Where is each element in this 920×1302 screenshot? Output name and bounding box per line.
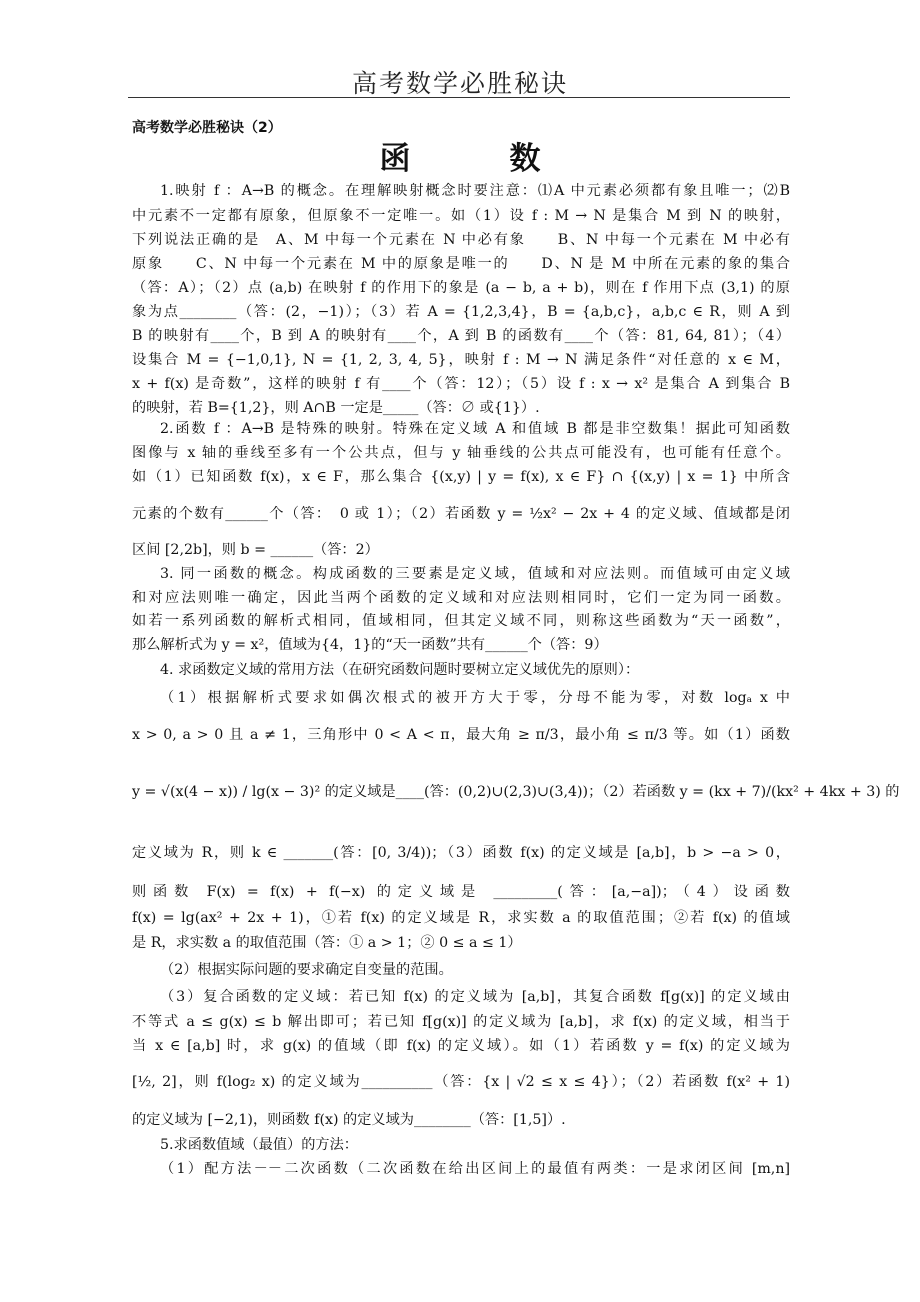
text-line: 区间 [2,2b]，则 b = ______（答：2） — [132, 542, 379, 558]
text-line: （3）复合函数的定义域：若已知 f(x) 的定义域为 [a,b]，其复合函数 f[g(x)] 的定义域由 — [160, 989, 790, 1005]
text-line: 那么解析式为 y = x²，值域为{4，1}的“天一函数”共有______个（答：9） — [132, 637, 608, 653]
document-title: 函 数 — [379, 141, 575, 177]
text-line: f(x) = lg(ax² + 2x + 1)，①若 f(x) 的定义域是 R，求实数 a 的取值范围；②若 f(x) 的值域 — [132, 910, 790, 926]
text-line: 3. 同一函数的概念。构成函数的三要素是定义域，值域和对应法则。而值域可由定义域 — [160, 566, 790, 582]
text-line: 中元素不一定都有原象，但原象不一定唯一。如（1）设 f : M → N 是集合 M 到 N 的映射， — [132, 208, 790, 224]
text-line: x + f(x) 是奇数”，这样的映射 f 有____个（答：12）；（5）设 f : x → x² 是集合 A 到集合 B — [132, 376, 790, 392]
text-line: 下列说法正确的是 A、M 中每一个元素在 N 中必有象 B、N 中每一个元素在 M 中必有 — [132, 232, 790, 248]
text-line: 则函数 F(x) = f(x) + f(−x) 的定义域是 _________(答：[a,−a])；（4）设函数 — [132, 884, 790, 900]
page-header-title: 高考数学必胜秘诀 — [351, 69, 568, 98]
text-line: 4. 求函数定义域的常用方法（在研究函数问题时要树立定义域优先的原则）： — [160, 662, 640, 678]
text-line: （1）根据解析式要求如偶次根式的被开方大于零，分母不能为零，对数 logₐ x 中 — [160, 690, 790, 706]
text-line: 的映射，若 B={1,2}，则 A∩B 一定是_____（答：∅ 或{1}）. — [132, 400, 540, 416]
text-line: （答：A）；（2）点 (a,b) 在映射 f 的作用下的象是 (a − b, a + b)，则在 f 作用下点 (3,1) 的原 — [132, 280, 790, 296]
text-line: 1.映射 f ：A→B 的概念。在理解映射概念时要注意：⑴A 中元素必须都有象且唯一；⑵B — [160, 183, 790, 199]
text-line: 元素的个数有______个（答： 0 或 1）；（2）若函数 y = ½x² − 2x + 4 的定义域、值域都是闭 — [132, 506, 790, 522]
header-rule — [128, 97, 790, 98]
text-line: 如（1）已知函数 f(x)，x ∈ F，那么集合 {(x,y) | y = f(x), x ∈ F} ∩ {(x,y) | x = 1} 中所含 — [132, 469, 790, 485]
text-line: （2）根据实际问题的要求确定自变量的范围。 — [160, 962, 453, 978]
document-subtitle: 高考数学必胜秘诀（2） — [132, 120, 282, 136]
text-line: 图像与 x 轴的垂线至多有一个公共点，但与 y 轴垂线的公共点可能没有，也可能有任意个。 — [132, 445, 790, 461]
text-line: 的定义域为 [−2,1)，则函数 f(x) 的定义域为________（答：[1,5]）. — [132, 1112, 566, 1128]
text-line: 当 x ∈ [a,b] 时，求 g(x) 的值域（即 f(x) 的定义域）。如（1）若函数 y = f(x) 的定义域为 — [132, 1038, 790, 1054]
text-line: 是 R，求实数 a 的取值范围（答：① a > 1；② 0 ≤ a ≤ 1） — [132, 935, 522, 951]
text-line: [½, 2]，则 f(log₂ x) 的定义域为__________（答：{x | √2 ≤ x ≤ 4}）；（2）若函数 f(x² + 1) — [132, 1074, 790, 1090]
text-line: 设集合 M = {−1,0,1}, N = {1, 2, 3, 4, 5}，映射 f : M → N 满足条件“对任意的 x ∈ M， — [132, 352, 790, 368]
text-line: 象为点________（答：(2，−1)）；（3）若 A = {1,2,3,4}，B = {a,b,c}，a,b,c ∈ R，则 A 到 — [132, 304, 790, 320]
text-line: y = √(x(4 − x)) / lg(x − 3)² 的定义域是____(答：(0,2)∪(2,3)∪(3,4))；（2）若函数 y = (kx + 7)/(kx² + 4kx + 3) 的 — [132, 784, 900, 800]
text-line: （1）配方法－－二次函数（二次函数在给出区间上的最值有两类：一是求闭区间 [m,n] — [160, 1161, 790, 1177]
text-line: 5.求函数值域（最值）的方法： — [160, 1137, 358, 1153]
text-line: B 的映射有____个，B 到 A 的映射有____个，A 到 B 的函数有____个（答：81, 64, 81）；（4） — [132, 328, 790, 344]
text-line: 如若一系列函数的解析式相同，值域相同，但其定义域不同，则称这些函数为“天一函数”， — [132, 613, 790, 629]
text-line: 和对应法则唯一确定，因此当两个函数的定义域和对应法则相同时，它们一定为同一函数。 — [132, 590, 790, 606]
text-line: 定义域为 R，则 k ∈ _______(答：[0, 3/4))；（3）函数 f(x) 的定义域是 [a,b]，b > −a > 0， — [132, 845, 790, 861]
text-line: 原象 C、N 中每一个元素在 M 中的原象是唯一的 D、N 是 M 中所在元素的象的集合 — [132, 256, 790, 272]
text-line: x > 0, a > 0 且 a ≠ 1，三角形中 0 < A < π，最大角 ≥ π/3，最小角 ≤ π/3 等。如（1）函数 — [132, 727, 790, 743]
text-line: 不等式 a ≤ g(x) ≤ b 解出即可；若已知 f[g(x)] 的定义域为 [a,b]，求 f(x) 的定义域，相当于 — [132, 1014, 790, 1030]
text-line: 2.函数 f ：A→B 是特殊的映射。特殊在定义域 A 和值域 B 都是非空数集！据此可知函数 — [160, 421, 790, 437]
